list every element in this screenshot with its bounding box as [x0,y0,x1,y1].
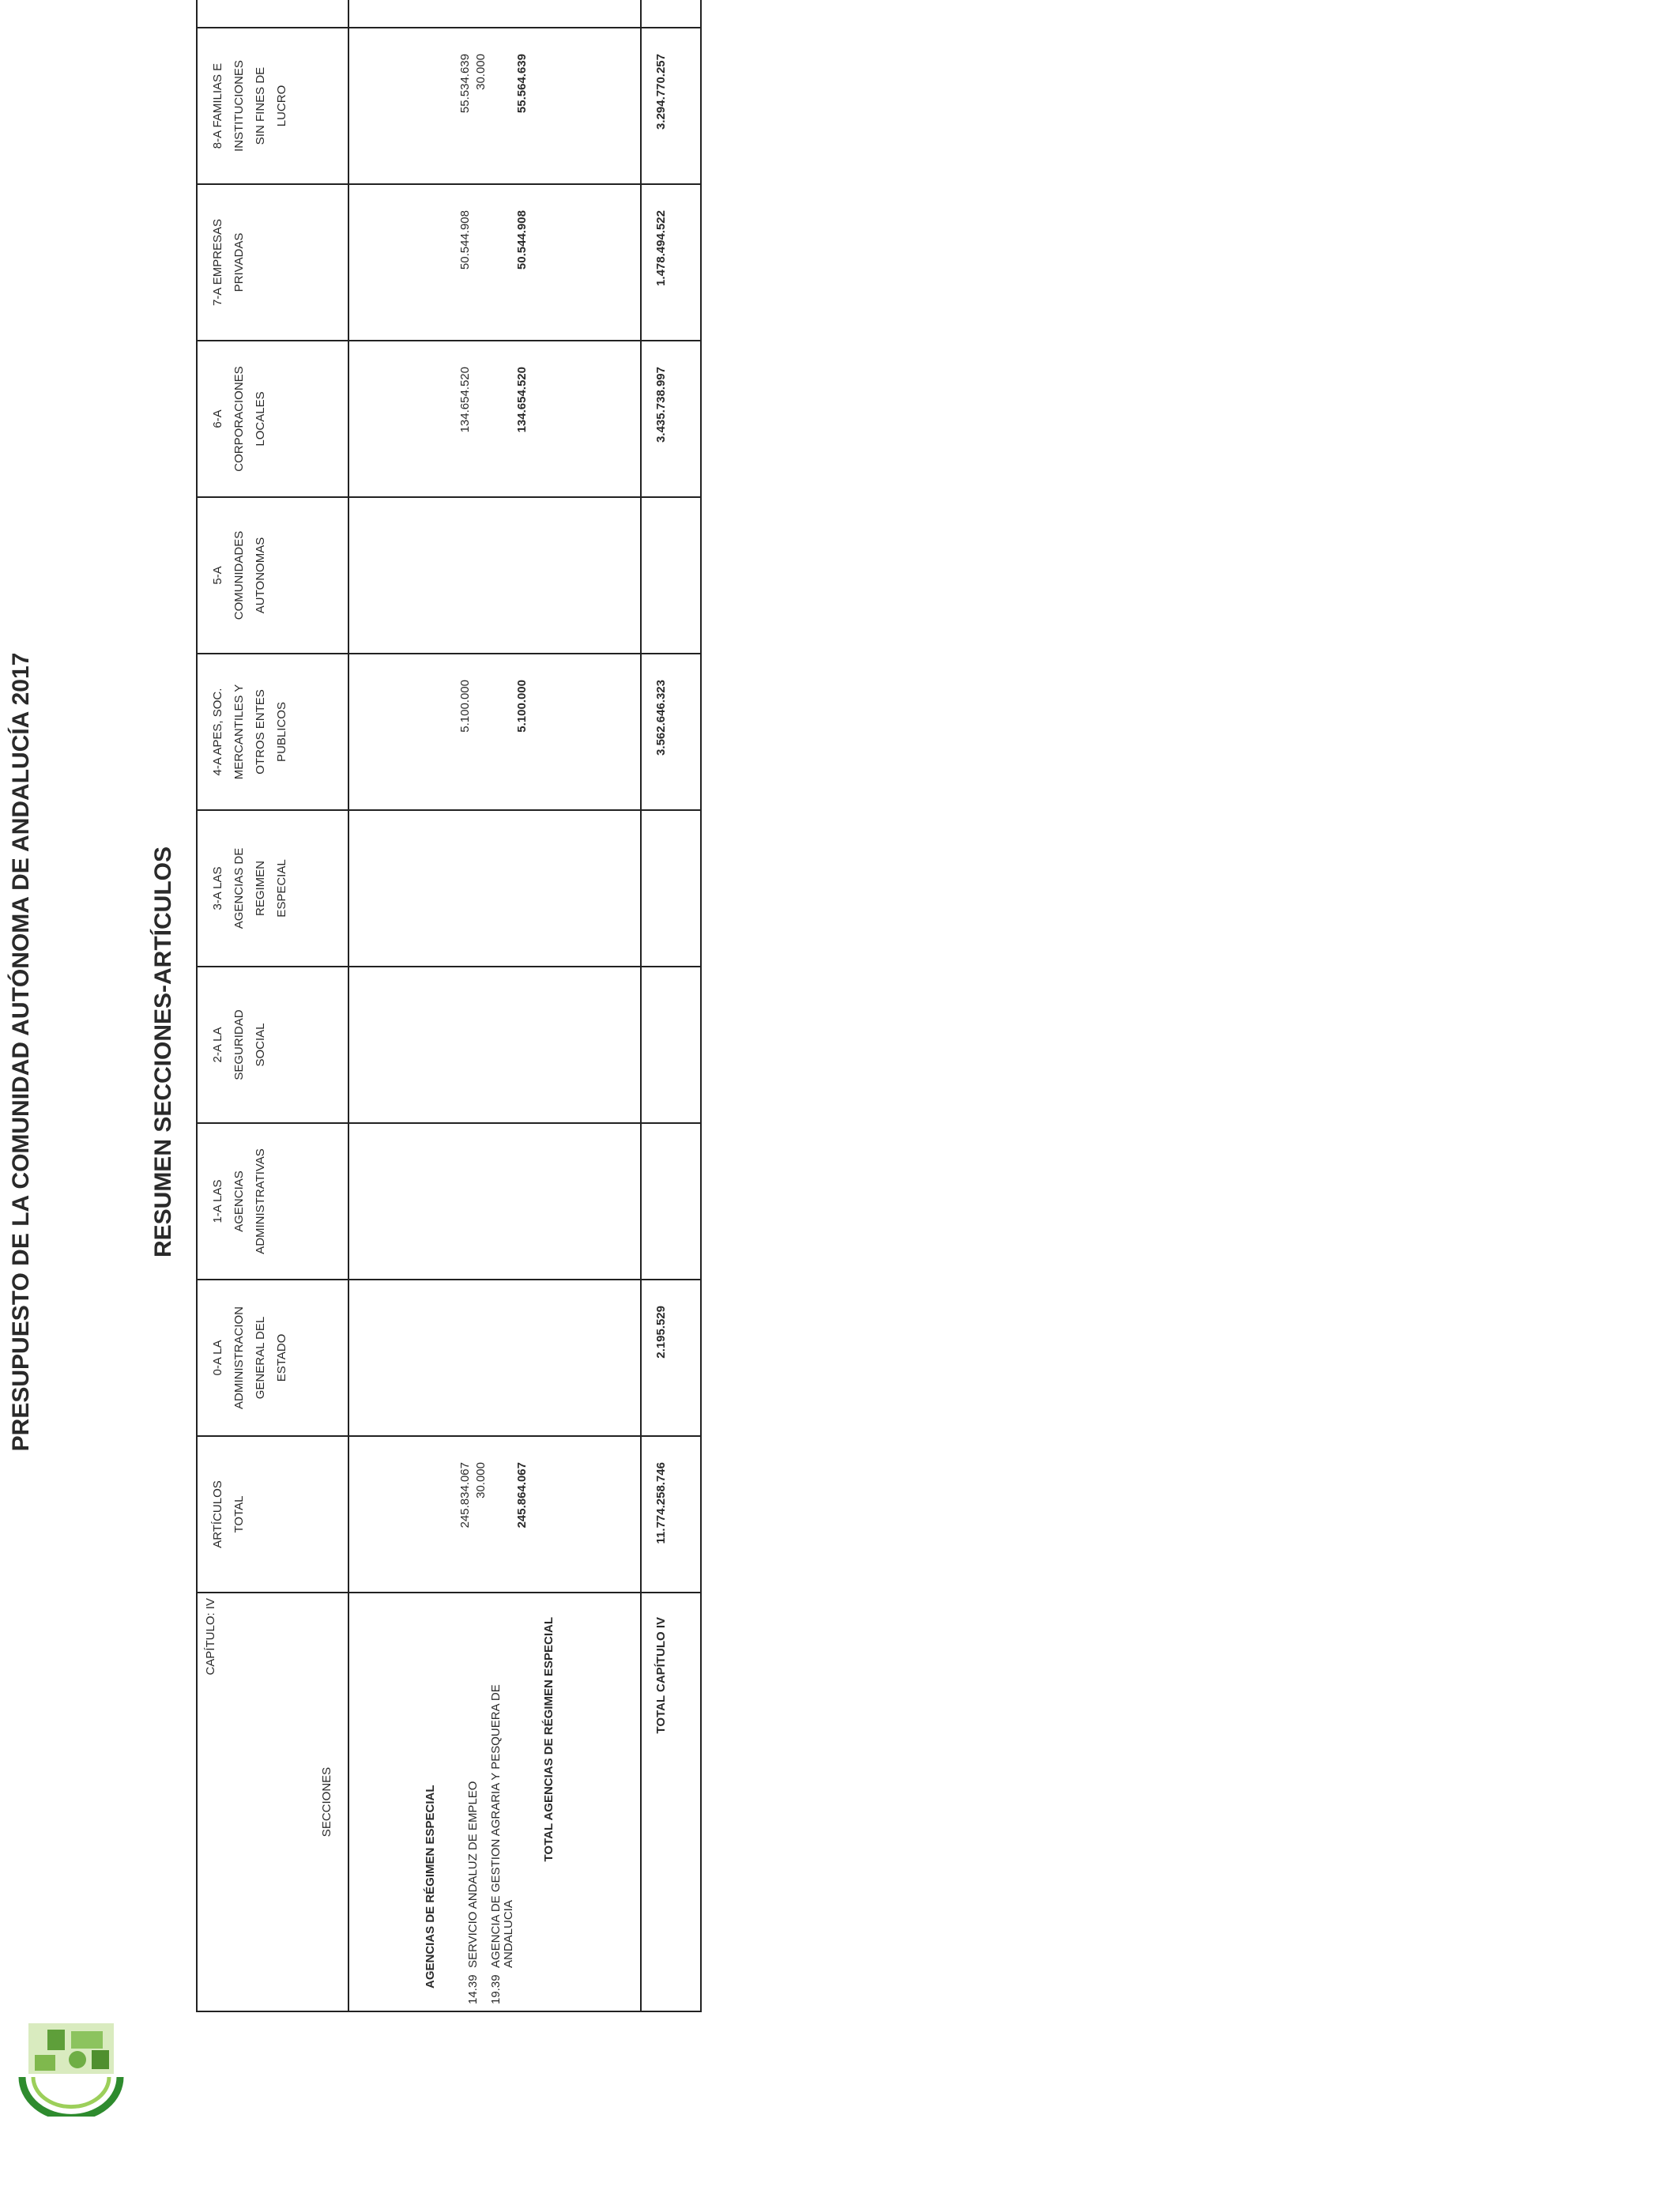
column-header [197,497,348,654]
total-cell [641,497,701,654]
text-line: ARTÍCULOS [211,1480,224,1548]
text-line: AUTONOMAS [254,537,267,614]
sections-cell [348,1593,641,2011]
text-line: LOCALES [254,391,267,447]
list-item [467,1593,480,2004]
text-line: 8-A FAMILIAS E [211,62,224,149]
text-line: PRIVADAS [232,232,246,292]
value-cell [348,654,641,810]
table-cell: 134.654.520 [458,367,472,433]
sections-label: SECCIONES [320,1766,333,1838]
summary-table-container [196,0,702,2012]
text-line: LUCRO [275,85,288,127]
subtotal-cell: 55.564.639 [515,54,529,114]
group-label: AGENCIAS DE RÉGIMEN ESPECIAL [424,1785,437,1989]
text-line: SIN FINES DE [254,66,267,145]
value-cell [348,967,641,1123]
value-cell [348,341,641,497]
text-line: SEGURIDAD [232,1009,246,1080]
total-cell [641,810,701,967]
column-header [197,810,348,967]
total-cell [641,341,701,497]
text-line: 4-A APES, SOC. [211,688,224,776]
junta-de-andalucia-logo-icon [16,2019,126,2117]
table-cell: 55.534.639 [458,54,472,114]
table-header-row [197,0,348,2011]
subtotal-label: TOTAL AGENCIAS DE RÉGIMEN ESPECIAL [542,1617,556,1862]
value-cell [348,1436,641,1593]
column-header [197,654,348,810]
column-header [197,1123,348,1280]
text-line: 1-A LAS [211,1179,224,1223]
total-cell [641,1280,701,1436]
value-cell [348,184,641,341]
subtotal-cell: 50.544.908 [515,210,529,270]
text-line: COMUNIDADES [232,530,246,620]
total-label: TOTAL CAPÍTULO IV [641,1593,701,2011]
column-header [197,1436,348,1593]
text-line: 7-A EMPRESAS [211,218,224,307]
column-header [197,184,348,341]
text-line: AGENCIAS DE [232,847,246,929]
total-cell [641,1436,701,1593]
header-sections-cell [197,1593,348,2011]
document-title: PRESUPUESTO DE LA COMUNIDAD AUTÓNOMA DE ANDALUCÍA 2017 [8,652,34,1452]
text-line [207,0,228,27]
table-cell: 5.100.000 [458,680,472,733]
total-cell [641,967,701,1123]
text-line: ESPECIAL [275,859,288,918]
text-line: ESTADO [275,1333,288,1382]
column-header [197,967,348,1123]
total-cell [641,654,701,810]
column-header [197,341,348,497]
section-name: AGENCIA DE GESTION AGRARIA Y PESQUERA DE ANDALUCIA [489,1684,515,1968]
chapter-label: CAPÍTULO: IV [204,1598,217,1676]
list-item [490,1593,515,2004]
section-code: 19.39 [489,1974,503,2004]
subtotal-cell: 245.864.067 [515,1462,529,1529]
column-header [197,0,348,28]
value-cell [348,497,641,654]
table-cell: 30.000 [474,1462,488,1498]
subtotal-cell: 134.654.520 [515,367,529,433]
text-line: OTROS ENTES [254,689,267,775]
text-line: 1.478.494.522 [654,210,668,286]
text-line: GENERAL DEL [254,1316,267,1400]
text-line: 2.195.529 [654,1306,668,1359]
text-line: INSTITUCIONES [232,60,246,152]
document-subtitle: RESUMEN SECCIONES-ARTÍCULOS [150,846,176,1258]
value-cell [348,1280,641,1436]
summary-table [196,0,702,2012]
subtotal-cell: 5.100.000 [515,680,529,733]
table-body-row [348,0,641,2011]
text-line: REGIMEN [254,861,267,917]
total-cell [641,184,701,341]
total-row [641,0,701,2011]
column-header [197,28,348,184]
table-cell: 245.834.067 [458,1462,472,1529]
text-line: TOTAL [232,1495,246,1533]
text-line: 3.562.646.323 [654,680,668,756]
text-line: 2-A LA [211,1027,224,1063]
table-cell: 30.000 [474,54,488,90]
value-cell [348,810,641,967]
text-line: 3.294.770.257 [654,54,668,130]
text-line: AGENCIAS [232,1171,246,1232]
section-name: SERVICIO ANDALUZ DE EMPLEO [466,1781,480,1968]
text-line: SOCIAL [254,1023,267,1067]
column-header [197,1280,348,1436]
table-cell: 50.544.908 [458,210,472,270]
section-code: 14.39 [466,1974,480,2004]
total-cell [641,1123,701,1280]
text-line: MERCANTILES Y [232,684,246,780]
total-cell [641,28,701,184]
text-line: ADMINISTRATIVAS [254,1148,267,1254]
value-cell [348,0,641,28]
text-line: CORPORACIONES [232,366,246,472]
text-line: 3-A LAS [211,866,224,910]
total-cell [641,0,701,28]
text-line: ADMINISTRACION [232,1306,246,1410]
value-cell [348,1123,641,1280]
text-line: 3.435.738.997 [654,367,668,443]
text-line: PUBLICOS [275,702,288,762]
text-line: 6-A [211,409,224,428]
text-line: 0-A LA [211,1340,224,1376]
text-line: 11.774.258.746 [654,1462,668,1544]
value-cell [348,28,641,184]
text-line: 5-A [211,566,224,585]
